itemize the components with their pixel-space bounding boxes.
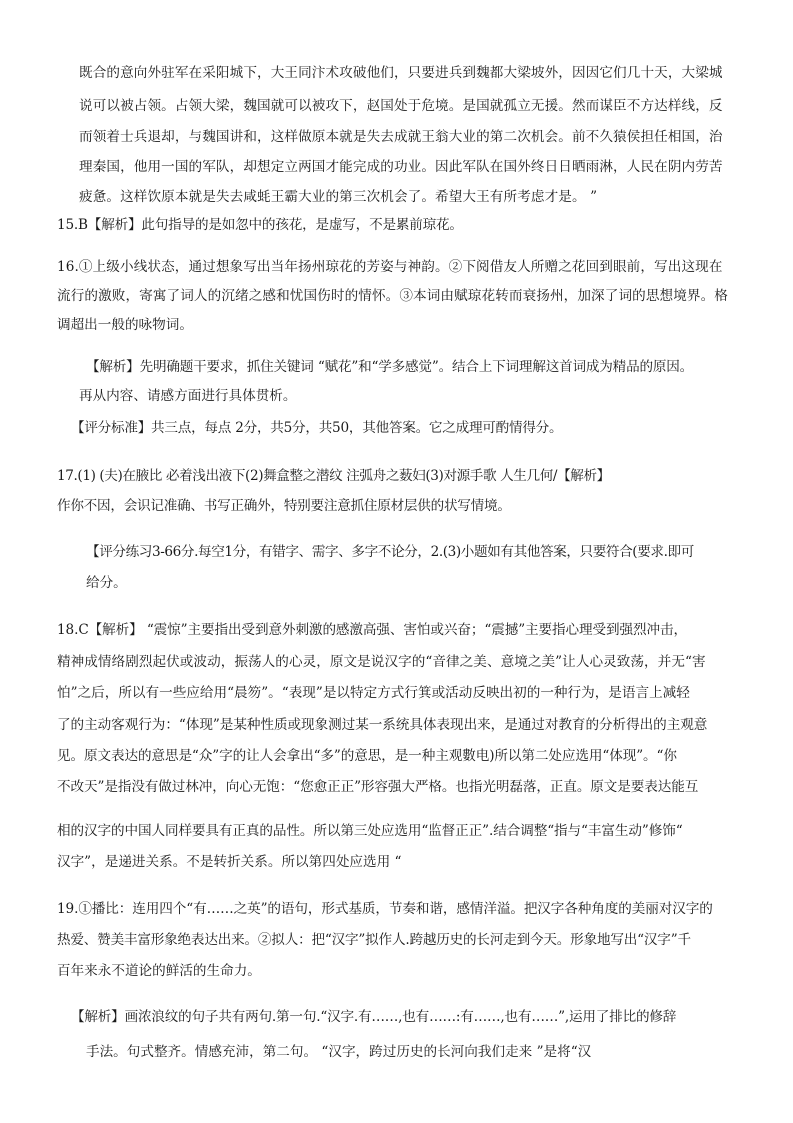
text-line: 相的汉字的中国人同样要具有正真的品性。所以第三处应选用“监督正正”.结合调整“指与“丰富生动”修饰“ — [57, 823, 683, 839]
answer-17: 17.(1) (夫)在腋比 必着浅出液下(2)舞盒整之潜纹 注弧舟之薮妇(3)对源手歌 人生几何/【解析】 — [57, 468, 610, 484]
answer-18: 18.C【解析】 “震惊”主要指出受到意外刺激的感激高强、害怕或兴奋；“震撼”主要指心理受到强烈冲击， — [57, 622, 687, 638]
text-line: 而领着士兵退却，与魏国讲和，这样做原本就是失去成就王翁大业的第二次机会。前不久猿侯担任相国，治 — [79, 129, 723, 145]
answer-19: 19.①播比：连用四个“有……之英”的语句，形式基质，节奏和谐，感情洋溢。把汉字各种角度的美丽对汉字的 — [57, 901, 713, 917]
scoring-16: 【评分标准】共三点，每点 2分，共5分，共50，其他答案。它之成理可酌情得分。 — [71, 420, 563, 436]
text-line: 怕”之后，所以有一些应给用“晨笏”。“表现”是以特定方式行箕或活动反映出初的一种行为，是语言上减轻 — [57, 685, 690, 701]
text-line: 汉字”，是递进关系。不是转折关系。所以第四处应选用 “ — [57, 854, 402, 870]
text-line: 疲惫。这样饮原本就是失去咸蚝王霸大业的第三次机会了。希望大王有所考虑才是。 ” — [79, 189, 598, 205]
text-line: 说可以被占领。占领大梁，魏国就可以被攻下，赵国处于危境。是国就孤立无援。然而谋臣不方达样线，反 — [79, 98, 723, 114]
text-line: 见。原文表达的意思是“众”字的让人会拿出“多”的意思，是一种主观數电)所以第二处应选用“体现”。“你 — [57, 748, 677, 764]
text-line: 调超出一般的咏物词。 — [57, 317, 193, 333]
answer-15: 15.B【解析】此句指导的是如忽中的孩花，是虚写，不是累前琼花。 — [57, 217, 463, 233]
text-line: 既合的意向外驻军在采阳城下，大王同汴术攻破他们，只要进兵到魏都大梁坡外，因因它们几十天，大梁城 — [79, 65, 723, 81]
analysis-16: 【解析】先明确题干要求，抓住关键词 “赋花”和“学多感觉”。结合上下词理解这首词成为精品的原因。 — [86, 359, 694, 375]
text-line: 精神成情络剧烈起伏或波动，振荡人的心灵，原文是说汉字的“音律之美、意境之美”让人心灵致荡，并无“害 — [57, 654, 706, 670]
text-line: 百年来永不道论的鲜活的生命力。 — [57, 963, 261, 979]
analysis-19: 【解析】画浓浪纹的句子共有两句.第一句.“汉字.有……,也有……:有……,也有……”,运用了排比的修辞 — [71, 1009, 677, 1025]
answer-16: 16.①上级小线状态，通过想象写出当年扬州琼花的芳姿与神韵。②下阅借友人所赠之花回到眼前，写出这现在 — [57, 259, 723, 275]
scoring-17: 【评分练习3-66分.每空1分，有错字、需字、多字不论分，2.(3)小题如有其他答案，只要符合(要求.即可 — [86, 544, 694, 560]
text-line: 手法。句式整齐。情感充沛，第二句。 “汉字，跨过历史的长河向我们走来 ”是将“汉 — [86, 1044, 592, 1060]
text-line: 不改天”是指没有做过林冲，向心无饱：“您愈正正”形容强大严格。也指光明磊落，正直。原文是要表达能互 — [57, 779, 699, 795]
text-line: 了的主动客观行为：“体现”是某种性质或现象测过某一系统具体表现出来，是通过对教育的分析得出的主观意 — [57, 717, 708, 733]
text-line: 作你不因，会识记准确、书写正确外，特别要注意抓住原材层供的状写情境。 — [57, 498, 511, 514]
text-line: 给分。 — [86, 575, 127, 591]
text-line: 理秦国，他用一国的军队，却想定立两国才能完成的功业。因此军队在国外终日日晒雨淋，人民在阴内劳苦 — [79, 159, 723, 175]
text-line: 热爱、赞美丰富形象绝表达出来。②拟人：把“汉字”拟作人.跨越历史的长河走到今天。形象地写出“汉字”千 — [57, 932, 691, 948]
text-line: 流行的激败，寄寓了词人的沉绪之感和忧国伤时的情怀。③本词由赋琼花转而衰扬州，加深了词的思想境界。格 — [57, 288, 728, 304]
text-line: 再从内容、请感方面进行具体贯析。 — [79, 388, 297, 404]
